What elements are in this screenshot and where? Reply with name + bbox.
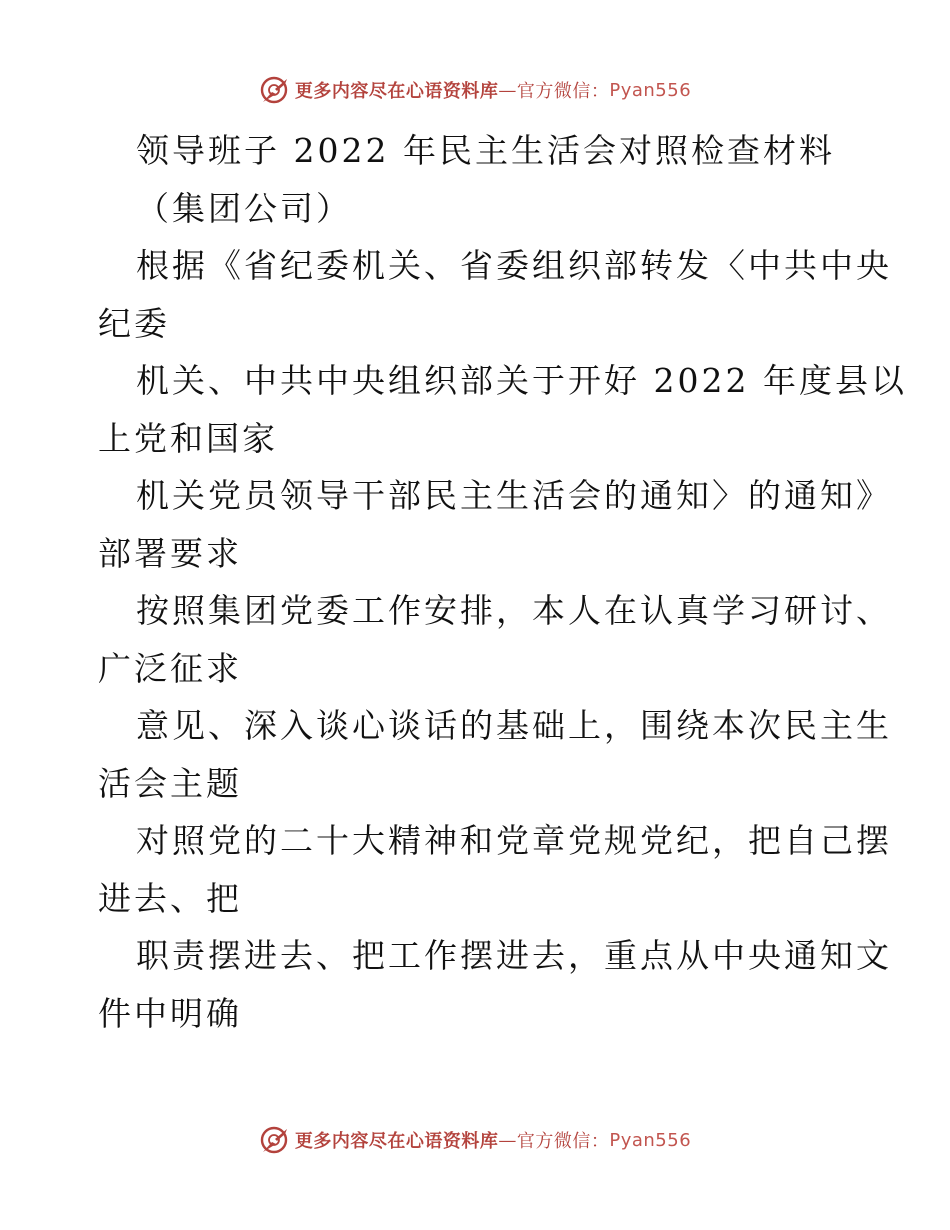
banner-site-text: 更多内容尽在心语资料库: [294, 1131, 499, 1152]
text-line: 上党和国家: [98, 418, 278, 458]
text-line: 件中明确: [98, 993, 242, 1033]
banner-wechat-label: 官方微信：: [516, 1131, 610, 1152]
banner-site-text: 更多内容尽在心语资料库: [294, 81, 499, 102]
document-body: [98, 122, 907, 1042]
text-line: 机关、中共中央组织部关于开好 2022 年度县以: [136, 361, 907, 400]
quill-logo-icon: [259, 75, 289, 105]
text-line: 广泛征求: [98, 648, 242, 688]
banner-wechat-handle: Pyan556: [609, 1129, 692, 1151]
text-line: 职责摆进去、把工作摆进去，重点从中央通知文: [136, 936, 892, 975]
text-line: 按照集团党委工作安排，本人在认真学习研讨、: [136, 591, 892, 630]
header-banner[interactable]: [0, 72, 950, 108]
banner-wechat-label: 官方微信：: [516, 81, 610, 102]
text-line: 部署要求: [98, 533, 242, 573]
text-line: 领导班子 2022 年民主生活会对照检查材料: [136, 131, 835, 170]
text-line: 进去、把: [98, 878, 242, 918]
text-line: 机关党员领导干部民主生活会的通知〉的通知》: [136, 476, 892, 515]
text-line: 活会主题: [98, 763, 242, 803]
footer-banner[interactable]: [0, 1122, 950, 1158]
text-line: 纪委: [98, 303, 170, 343]
text-line: 根据《省纪委机关、省委组织部转发〈中共中央: [136, 246, 892, 285]
text-line: 对照党的二十大精神和党章党规党纪，把自己摆: [136, 821, 892, 860]
banner-dash: —: [498, 79, 517, 101]
text-line: 意见、深入谈心谈话的基础上，围绕本次民主生: [136, 706, 892, 745]
text-line: （集团公司）: [136, 188, 352, 228]
banner-dash: —: [498, 1129, 517, 1151]
banner-wechat-handle: Pyan556: [609, 79, 692, 101]
quill-logo-icon: [259, 1125, 289, 1155]
